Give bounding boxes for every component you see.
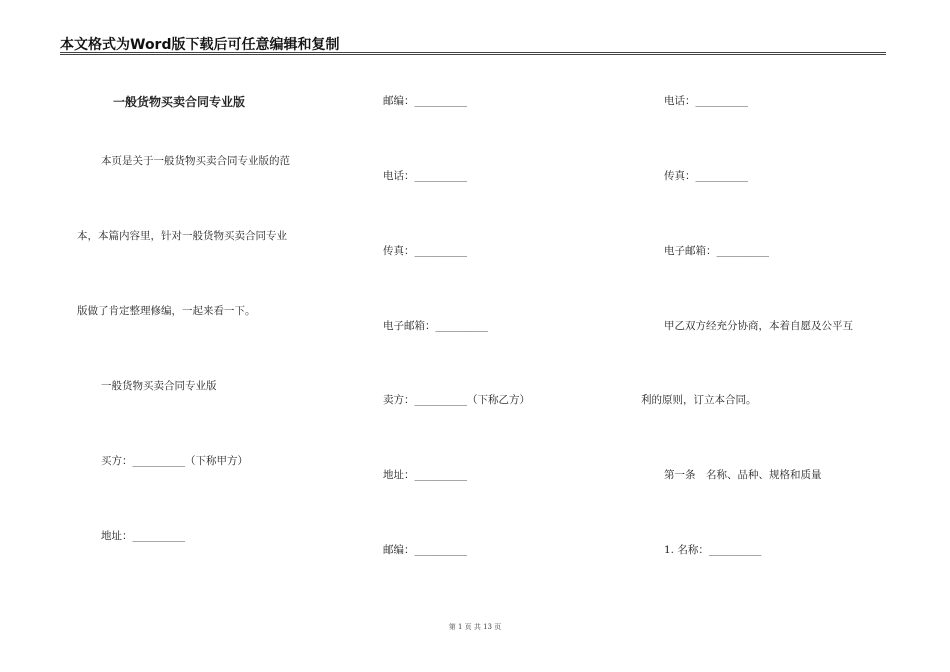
phone-field: 电话：__________ xyxy=(664,95,748,107)
document-header: 本文格式为Word版下载后可任意编辑和复制 xyxy=(60,37,340,53)
email-field: 电子邮箱：__________ xyxy=(664,245,769,257)
address-field: 地址：__________ xyxy=(383,469,467,481)
email-field: 电子邮箱：__________ xyxy=(383,320,488,332)
address-field: 地址：__________ xyxy=(101,530,185,542)
section-heading: 一般货物买卖合同专业版 xyxy=(101,380,217,392)
page-number: 第 1 页 共 13 页 xyxy=(448,623,502,631)
paragraph-line: 本，本篇内容里，针对一般货物买卖合同专业 xyxy=(77,230,287,242)
header-rule-double xyxy=(60,54,886,55)
article-heading: 第一条 名称、品种、规格和质量 xyxy=(664,469,822,481)
fax-field: 传真：__________ xyxy=(664,170,748,182)
document-title: 一般货物买卖合同专业版 xyxy=(113,95,246,109)
name-field: 1. 名称：__________ xyxy=(664,544,762,556)
phone-field: 电话：__________ xyxy=(383,170,467,182)
paragraph-line: 利的原则，订立本合同。 xyxy=(641,394,757,406)
paragraph-line: 版做了肯定整理修编，一起来看一下。 xyxy=(77,305,256,317)
seller-field: 卖方：__________（下称乙方） xyxy=(383,394,530,406)
paragraph-line: 甲乙双方经充分协商，本着自愿及公平互 xyxy=(664,320,853,332)
header-rule xyxy=(60,52,886,53)
paragraph-line: 本页是关于一般货物买卖合同专业版的范 xyxy=(101,155,290,167)
buyer-field: 买方：__________（下称甲方） xyxy=(101,455,248,467)
postcode-field: 邮编：__________ xyxy=(383,544,467,556)
postcode-field: 邮编：__________ xyxy=(383,95,467,107)
fax-field: 传真：__________ xyxy=(383,245,467,257)
